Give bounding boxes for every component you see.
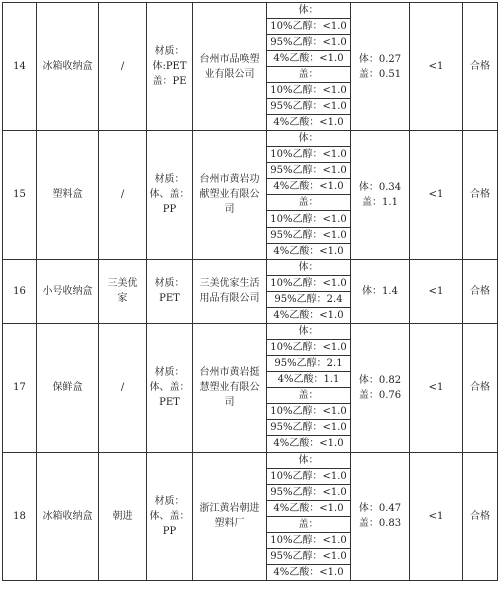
cell-material [147,131,193,260]
cell-test: 体： [267,131,351,147]
cell-weight [351,131,410,260]
cell-test: 4%乙酸：<1.0 [267,436,351,452]
cell-material-line: 体、盖： [149,189,190,201]
cell-material-line: PET [159,397,180,409]
cell-test: 4%乙酸：<1.0 [267,115,351,131]
cell-decolor: <1 [410,3,463,131]
table-row [3,259,498,275]
cell-material-line: 材质： [154,278,185,290]
cell-verdict: 合格 [463,323,498,452]
cell-weight [351,452,410,581]
cell-test: 4%乙酸：<1.0 [267,565,351,581]
cell-maker [193,131,267,260]
cell-test: 95%乙醇：2.4 [267,291,351,307]
table-row [3,3,498,19]
cell-maker-line: 司 [224,204,235,216]
cell-decolor: <1 [410,259,463,323]
cell-test: 4%乙酸：<1.0 [267,179,351,195]
cell-maker-line: 慧塑业有限公 [199,382,260,394]
cell-decolor: <1 [410,131,463,260]
cell-weight-line: 盖：0.83 [358,518,402,530]
cell-test: 95%乙醇：<1.0 [267,99,351,115]
cell-test: 4%乙酸：<1.0 [267,243,351,259]
cell-weight-line: 盖：0.51 [358,68,402,80]
cell-weight [351,259,410,323]
cell-no: 14 [3,3,37,131]
cell-brand: / [99,323,147,452]
cell-name: 冰箱收纳盒 [37,3,99,131]
cell-test: 体： [267,452,351,468]
cell-maker-line: 三美优家生活 [199,278,260,290]
cell-maker-line: 司 [224,397,235,409]
cell-maker [193,452,267,581]
cell-maker [193,323,267,452]
cell-no: 16 [3,259,37,323]
cell-test: 10%乙醇：<1.0 [267,339,351,355]
cell-test: 95%乙醇：<1.0 [267,484,351,500]
cell-material-line: 材质： [154,367,185,379]
cell-verdict: 合格 [463,3,498,131]
cell-weight-line: 盖：0.76 [358,389,402,401]
cell-material-line: PP [162,204,177,216]
cell-verdict: 合格 [463,131,498,260]
cell-name: 塑料盒 [37,131,99,260]
cell-material-line: 体、盖： [149,510,190,522]
cell-weight-line: 体：0.27 [358,53,402,65]
cell-test: 10%乙醇：<1.0 [267,275,351,291]
cell-material-line: 材质： [154,495,185,507]
cell-test: 4%乙酸：<1.0 [267,307,351,323]
cell-weight-line: 体：0.82 [358,374,402,386]
cell-maker-line: 用品有限公司 [199,293,260,305]
cell-test: 4%乙酸：1.1 [267,372,351,388]
cell-material-line: 盖：PE [152,76,187,87]
cell-weight [351,323,410,452]
table-row [3,452,498,468]
cell-test: 10%乙醇：<1.0 [267,83,351,99]
cell-maker-line: 台州市黄岩挺 [199,367,260,379]
cell-weight [351,3,410,131]
cell-maker [193,259,267,323]
cell-weight-line: 体：0.34 [358,181,402,193]
cell-verdict: 合格 [463,259,498,323]
cell-no: 17 [3,323,37,452]
cell-test: 盖： [267,67,351,83]
cell-test: 盖： [267,516,351,532]
cell-test: 10%乙醇：<1.0 [267,532,351,548]
cell-weight-line: 体：1.4 [362,285,398,297]
cell-test: 95%乙醇：<1.0 [267,35,351,51]
cell-no: 18 [3,452,37,581]
cell-test: 10%乙醇：<1.0 [267,211,351,227]
cell-material-line: PP [162,525,177,537]
inspection-results-table [2,2,498,581]
cell-brand: / [99,131,147,260]
cell-maker-line: 业有限公司 [204,68,255,80]
cell-maker-line: 塑料厂 [214,518,245,530]
table-row [3,131,498,147]
cell-weight-line: 体：0.47 [358,503,402,515]
cell-brand: / [99,3,147,131]
cell-test: 95%乙醇：<1.0 [267,420,351,436]
cell-material-line: 体:PET [152,61,187,72]
cell-no: 15 [3,131,37,260]
cell-test: 10%乙醇：<1.0 [267,404,351,420]
cell-material [147,259,193,323]
cell-name: 冰箱收纳盒 [37,452,99,581]
cell-brand: 朝进 [99,452,147,581]
cell-maker [193,3,267,131]
cell-test: 体： [267,323,351,339]
cell-maker-line: 台州市黄岩功 [199,174,260,186]
cell-test: 盖： [267,195,351,211]
cell-test: 体： [267,259,351,275]
cell-test: 95%乙醇：<1.0 [267,549,351,565]
cell-name: 小号收纳盒 [37,259,99,323]
cell-maker-line: 台州市品唤塑 [199,53,260,65]
cell-test: 体： [267,3,351,19]
cell-material-line: 材质： [154,174,185,186]
cell-weight-line: 盖：1.1 [362,196,398,208]
cell-test: 4%乙酸：<1.0 [267,500,351,516]
cell-test: 95%乙醇：2.1 [267,355,351,371]
cell-test: 95%乙醇：<1.0 [267,227,351,243]
cell-material-line: 体、盖： [149,382,190,394]
cell-test: 10%乙醇：<1.0 [267,147,351,163]
cell-material [147,323,193,452]
cell-material-line: 材质： [154,46,185,57]
cell-test: 10%乙醇：<1.0 [267,468,351,484]
cell-material [147,3,193,131]
cell-maker-line: 献塑业有限公 [199,189,260,201]
cell-test: 10%乙醇：<1.0 [267,19,351,35]
cell-name: 保鲜盒 [37,323,99,452]
cell-material-line: PET [159,293,180,305]
cell-test: 4%乙酸：<1.0 [267,51,351,67]
cell-decolor: <1 [410,323,463,452]
cell-maker-line: 浙江黄岩朝进 [199,503,260,515]
cell-verdict: 合格 [463,452,498,581]
cell-decolor: <1 [410,452,463,581]
table-row [3,323,498,339]
cell-brand: 三美优家 [99,259,147,323]
cell-material [147,452,193,581]
cell-test: 盖： [267,388,351,404]
table-body [3,3,498,581]
cell-test: 95%乙醇：<1.0 [267,163,351,179]
